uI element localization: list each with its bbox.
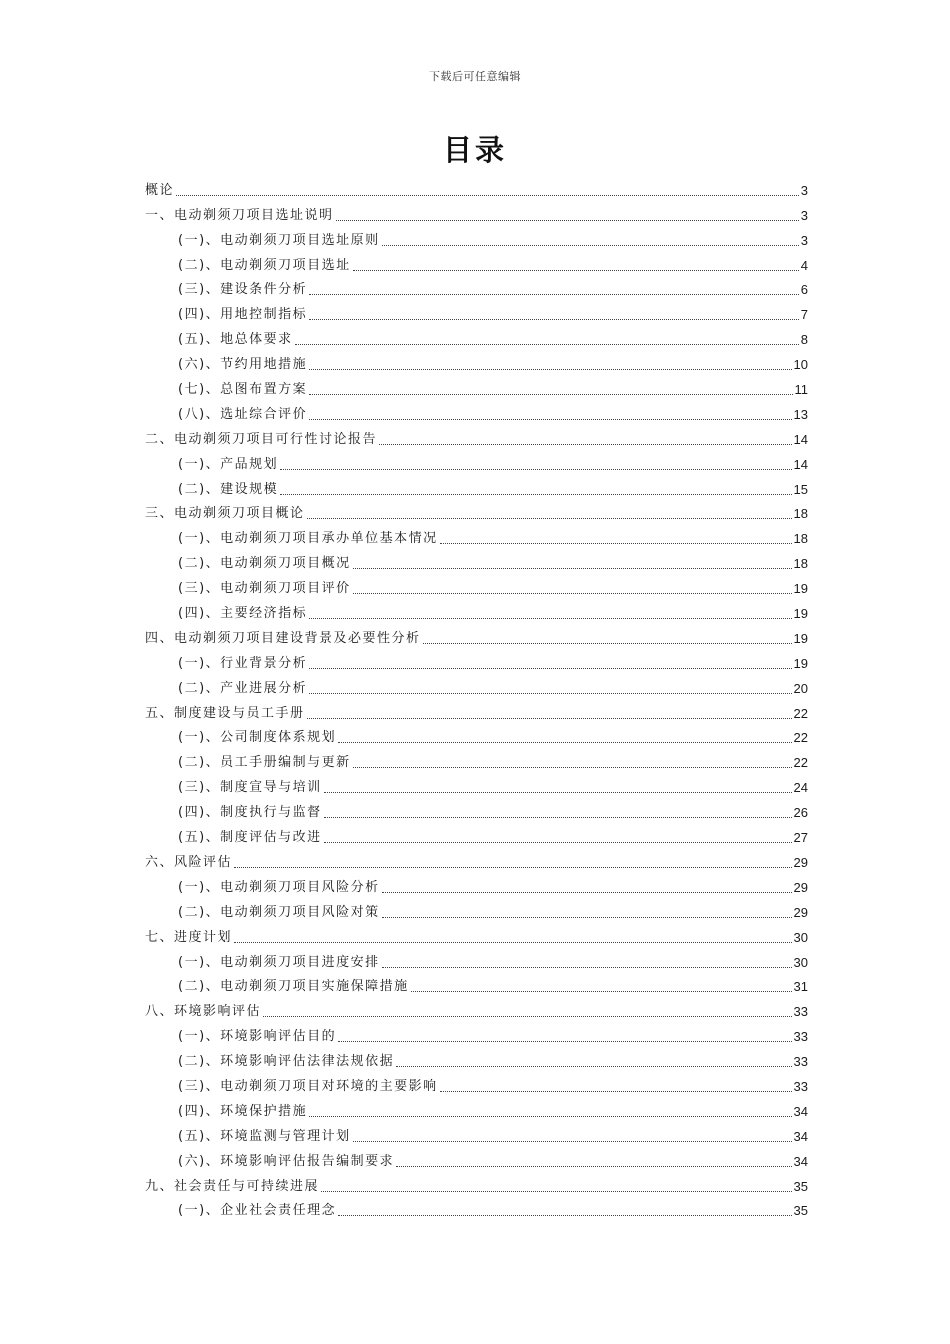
toc-entry-label: 一、电动剃须刀项目选址说明 xyxy=(145,207,334,223)
toc-entry-13[interactable] xyxy=(145,474,808,499)
toc-entry-32[interactable] xyxy=(145,947,808,972)
toc-entry-label: (五)、地总体要求 xyxy=(178,332,293,348)
toc-entry-label: 三、电动剃须刀项目概论 xyxy=(145,506,305,522)
toc-entry-page: 30 xyxy=(793,929,808,945)
header-note: 下载后可任意编辑 xyxy=(429,70,521,83)
toc-entry-31[interactable] xyxy=(145,922,808,947)
toc-entry-label: (一)、公司制度体系规划 xyxy=(178,730,337,746)
toc-entry-label: (二)、环境影响评估法律法规依据 xyxy=(178,1054,395,1070)
toc-entry-19[interactable] xyxy=(145,623,808,648)
toc-entry-page: 33 xyxy=(793,1078,808,1094)
toc-entry-3[interactable] xyxy=(145,225,808,250)
toc-entry-42[interactable] xyxy=(145,1196,808,1221)
toc-entry-22[interactable] xyxy=(145,698,808,723)
toc-entry-page: 33 xyxy=(793,1054,808,1070)
toc-entry-page: 31 xyxy=(793,979,808,995)
toc-leader-dots xyxy=(176,194,799,196)
toc-entry-page: 18 xyxy=(793,556,808,572)
toc-entry-page: 24 xyxy=(793,780,808,796)
toc-entry-label: (四)、用地控制指标 xyxy=(178,307,308,323)
toc-entry-15[interactable] xyxy=(145,523,808,548)
toc-entry-page: 7 xyxy=(800,307,808,323)
toc-entry-page: 33 xyxy=(793,1004,808,1020)
toc-entry-label: (一)、电动剃须刀项目选址原则 xyxy=(178,232,380,248)
toc-leader-dots xyxy=(307,517,792,519)
toc-entry-page: 34 xyxy=(793,1103,808,1119)
toc-entry-36[interactable] xyxy=(145,1046,808,1071)
toc-entry-7[interactable] xyxy=(145,324,808,349)
toc-entry-page: 29 xyxy=(793,904,808,920)
toc-entry-page: 13 xyxy=(793,406,808,422)
toc-entry-page: 22 xyxy=(793,755,808,771)
toc-entry-page: 20 xyxy=(793,680,808,696)
toc-entry-21[interactable] xyxy=(145,673,808,698)
toc-leader-dots xyxy=(234,941,792,943)
toc-entry-26[interactable] xyxy=(145,797,808,822)
toc-entry-9[interactable] xyxy=(145,374,808,399)
toc-leader-dots xyxy=(440,1090,792,1092)
toc-entry-2[interactable] xyxy=(145,200,808,225)
toc-entry-label: (一)、电动剃须刀项目风险分析 xyxy=(178,879,380,895)
toc-leader-dots xyxy=(353,1140,792,1142)
toc-entry-label: (一)、企业社会责任理念 xyxy=(178,1203,337,1219)
toc-leader-dots xyxy=(309,692,791,694)
toc-entry-label: (二)、电动剃须刀项目概况 xyxy=(178,556,351,572)
toc-entry-page: 6 xyxy=(800,282,808,298)
toc-entry-label: (四)、制度执行与监督 xyxy=(178,805,322,821)
toc-entry-17[interactable] xyxy=(145,573,808,598)
toc-entry-page: 18 xyxy=(793,531,808,547)
toc-entry-page: 22 xyxy=(793,705,808,721)
toc-leader-dots xyxy=(382,891,792,893)
toc-leader-dots xyxy=(309,667,791,669)
toc-entry-12[interactable] xyxy=(145,449,808,474)
toc-entry-label: (二)、建设规模 xyxy=(178,481,279,497)
toc-entry-label: 五、制度建设与员工手册 xyxy=(145,705,305,721)
toc-leader-dots xyxy=(338,1214,791,1216)
toc-entry-label: (三)、电动剃须刀项目对环境的主要影响 xyxy=(178,1078,438,1094)
toc-entry-page: 34 xyxy=(793,1153,808,1169)
toc-entry-4[interactable] xyxy=(145,250,808,275)
toc-entry-33[interactable] xyxy=(145,972,808,997)
toc-entry-label: (五)、环境监测与管理计划 xyxy=(178,1128,351,1144)
toc-entry-label: 二、电动剃须刀项目可行性讨论报告 xyxy=(145,431,378,447)
toc-entry-29[interactable] xyxy=(145,872,808,897)
toc-entry-page: 3 xyxy=(800,182,808,198)
toc-leader-dots xyxy=(353,269,799,271)
toc-entry-27[interactable] xyxy=(145,822,808,847)
toc-entry-page: 3 xyxy=(800,232,808,248)
toc-entry-41[interactable] xyxy=(145,1171,808,1196)
toc-entry-5[interactable] xyxy=(145,275,808,300)
toc-entry-label: (一)、电动剃须刀项目承办单位基本情况 xyxy=(178,531,438,547)
toc-leader-dots xyxy=(280,493,791,495)
toc-entry-label: (二)、电动剃须刀项目实施保障措施 xyxy=(178,979,409,995)
toc-leader-dots xyxy=(338,1040,791,1042)
toc-entry-label: 八、环境影响评估 xyxy=(145,1004,262,1020)
toc-leader-dots xyxy=(280,468,791,470)
toc-entry-label: (一)、电动剃须刀项目进度安排 xyxy=(178,954,380,970)
toc-entry-page: 8 xyxy=(800,332,808,348)
toc-entry-39[interactable] xyxy=(145,1121,808,1146)
toc-leader-dots xyxy=(309,393,792,395)
toc-entry-page: 35 xyxy=(793,1203,808,1219)
toc-entry-page: 19 xyxy=(793,655,808,671)
toc-entry-30[interactable] xyxy=(145,897,808,922)
toc-leader-dots xyxy=(336,219,799,221)
toc-entry-label: 九、社会责任与可持续进展 xyxy=(145,1178,320,1194)
toc-leader-dots xyxy=(396,1165,791,1167)
toc-entry-page: 19 xyxy=(793,606,808,622)
toc-leader-dots xyxy=(353,567,792,569)
toc-entry-label: 七、进度计划 xyxy=(145,929,233,945)
toc-entry-18[interactable] xyxy=(145,598,808,623)
toc-leader-dots xyxy=(309,418,791,420)
toc-entry-28[interactable] xyxy=(145,847,808,872)
page-title: 目录 xyxy=(442,133,507,167)
table-of-contents xyxy=(145,175,808,1220)
toc-entry-label: (二)、电动剃须刀项目风险对策 xyxy=(178,904,380,920)
toc-entry-label: (八)、选址综合评价 xyxy=(178,406,308,422)
toc-leader-dots xyxy=(324,791,792,793)
toc-leader-dots xyxy=(309,368,791,370)
toc-entry-14[interactable] xyxy=(145,499,808,524)
toc-entry-label: (六)、节约用地措施 xyxy=(178,357,308,373)
toc-entry-page: 34 xyxy=(793,1128,808,1144)
toc-entry-page: 26 xyxy=(793,805,808,821)
toc-entry-label: (四)、主要经济指标 xyxy=(178,606,308,622)
toc-entry-20[interactable] xyxy=(145,648,808,673)
toc-entry-label: (二)、产业进展分析 xyxy=(178,680,308,696)
toc-entry-1[interactable] xyxy=(145,175,808,200)
toc-leader-dots xyxy=(396,1065,791,1067)
toc-entry-label: (五)、制度评估与改进 xyxy=(178,830,322,846)
toc-entry-page: 14 xyxy=(793,431,808,447)
toc-entry-page: 19 xyxy=(793,630,808,646)
toc-leader-dots xyxy=(234,866,792,868)
toc-leader-dots xyxy=(411,990,792,992)
toc-entry-page: 10 xyxy=(793,357,808,373)
toc-entry-page: 22 xyxy=(793,730,808,746)
toc-entry-6[interactable] xyxy=(145,299,808,324)
toc-leader-dots xyxy=(324,841,792,843)
toc-entry-label: 概论 xyxy=(145,182,175,198)
toc-entry-page: 35 xyxy=(793,1178,808,1194)
toc-entry-23[interactable] xyxy=(145,723,808,748)
toc-entry-10[interactable] xyxy=(145,399,808,424)
toc-entry-label: (七)、总图布置方案 xyxy=(178,382,308,398)
toc-leader-dots xyxy=(295,343,799,345)
toc-entry-24[interactable] xyxy=(145,747,808,772)
toc-entry-label: 四、电动剃须刀项目建设背景及必要性分析 xyxy=(145,630,421,646)
toc-entry-11[interactable] xyxy=(145,424,808,449)
toc-entry-page: 11 xyxy=(794,382,808,398)
toc-entry-label: (四)、环境保护措施 xyxy=(178,1103,308,1119)
toc-entry-page: 29 xyxy=(793,854,808,870)
toc-entry-37[interactable] xyxy=(145,1071,808,1096)
toc-leader-dots xyxy=(309,617,791,619)
toc-entry-page: 19 xyxy=(793,581,808,597)
toc-leader-dots xyxy=(382,916,792,918)
toc-entry-25[interactable] xyxy=(145,772,808,797)
toc-entry-page: 14 xyxy=(793,456,808,472)
toc-entry-page: 4 xyxy=(800,257,808,273)
toc-entry-label: (二)、员工手册编制与更新 xyxy=(178,755,351,771)
toc-leader-dots xyxy=(353,766,792,768)
toc-entry-page: 27 xyxy=(793,830,808,846)
toc-leader-dots xyxy=(382,244,799,246)
toc-leader-dots xyxy=(324,816,792,818)
toc-entry-34[interactable] xyxy=(145,996,808,1021)
toc-entry-label: (一)、行业背景分析 xyxy=(178,655,308,671)
toc-entry-label: (三)、建设条件分析 xyxy=(178,282,308,298)
toc-leader-dots xyxy=(307,717,792,719)
toc-entry-label: (三)、制度宣导与培训 xyxy=(178,780,322,796)
toc-leader-dots xyxy=(440,542,792,544)
toc-entry-page: 29 xyxy=(793,879,808,895)
toc-entry-16[interactable] xyxy=(145,548,808,573)
toc-leader-dots xyxy=(382,966,792,968)
toc-leader-dots xyxy=(353,592,792,594)
toc-entry-label: (六)、环境影响评估报告编制要求 xyxy=(178,1153,395,1169)
toc-leader-dots xyxy=(309,1115,791,1117)
toc-leader-dots xyxy=(321,1190,792,1192)
toc-entry-35[interactable] xyxy=(145,1021,808,1046)
toc-entry-page: 15 xyxy=(793,481,808,497)
toc-leader-dots xyxy=(263,1015,792,1017)
toc-entry-page: 33 xyxy=(793,1029,808,1045)
toc-leader-dots xyxy=(379,443,792,445)
toc-entry-page: 18 xyxy=(793,506,808,522)
toc-entry-label: (一)、环境影响评估目的 xyxy=(178,1029,337,1045)
toc-entry-label: (三)、电动剃须刀项目评价 xyxy=(178,581,351,597)
toc-entry-8[interactable] xyxy=(145,349,808,374)
toc-entry-page: 3 xyxy=(800,207,808,223)
toc-entry-40[interactable] xyxy=(145,1146,808,1171)
toc-leader-dots xyxy=(309,293,799,295)
toc-entry-38[interactable] xyxy=(145,1096,808,1121)
toc-entry-page: 30 xyxy=(793,954,808,970)
toc-leader-dots xyxy=(423,642,792,644)
toc-entry-label: (一)、产品规划 xyxy=(178,456,279,472)
toc-entry-label: 六、风险评估 xyxy=(145,854,233,870)
toc-leader-dots xyxy=(338,741,791,743)
toc-leader-dots xyxy=(309,318,799,320)
toc-entry-label: (二)、电动剃须刀项目选址 xyxy=(178,257,351,273)
